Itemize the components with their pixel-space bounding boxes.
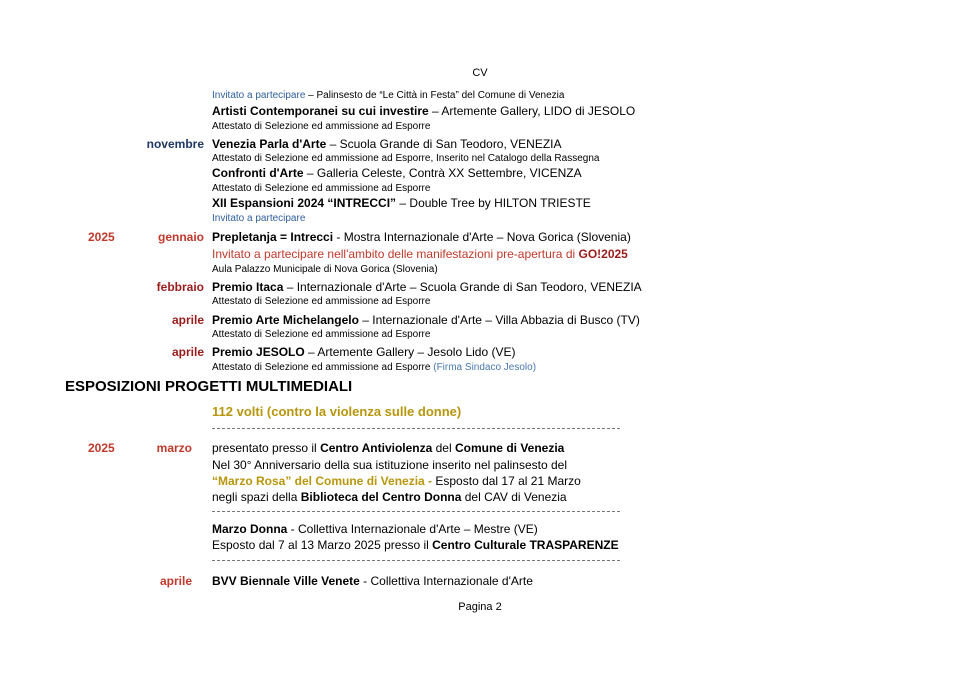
month-label: aprile bbox=[171, 313, 204, 327]
entry-line bbox=[212, 490, 567, 504]
entry-note: Attestato di Selezione ed ammissione ad Esporre bbox=[212, 296, 431, 307]
entry-text: – Double Tree by HILTON TRIESTE bbox=[396, 196, 591, 210]
year-label: 2025 bbox=[88, 230, 115, 244]
page-header: CV bbox=[472, 67, 488, 79]
entry-text: - Collettiva Internazionale d'Arte – Mestre (VE) bbox=[287, 522, 538, 536]
month-label: marzo bbox=[156, 441, 192, 455]
entry-title: Premio JESOLO bbox=[212, 345, 305, 359]
entry-note bbox=[212, 362, 536, 374]
entry-line bbox=[212, 280, 642, 294]
entry-text: Invitato a partecipare nell'ambito delle manifestazioni pre-apertura di bbox=[212, 247, 579, 261]
entry-line bbox=[212, 104, 635, 118]
entry-text: Esposto dal 7 al 13 Marzo 2025 presso il bbox=[212, 538, 433, 552]
entry-note: Attestato di Selezione ed ammissione ad Esporre, Inserito nel Catalogo della Rassegna bbox=[212, 153, 600, 164]
entry-line bbox=[212, 313, 640, 327]
entry-title: Premio Arte Michelangelo bbox=[212, 313, 359, 327]
entry-note: Attestato di Selezione ed ammissione ad Esporre bbox=[212, 183, 431, 194]
entry-line bbox=[212, 522, 538, 536]
entry-title: Artisti Contemporanei su cui investire bbox=[212, 104, 429, 118]
entry-line bbox=[212, 345, 515, 359]
entry-line bbox=[212, 474, 581, 488]
entry-text: – Galleria Celeste, Contrà XX Settembre, VICENZA bbox=[303, 166, 582, 180]
entry-line bbox=[212, 166, 582, 180]
entry-title: Prepletanja = Intrecci bbox=[212, 230, 334, 244]
entry-text: del CAV di Venezia bbox=[461, 490, 567, 504]
month-label: novembre bbox=[146, 137, 204, 151]
entry-text: del bbox=[432, 441, 455, 455]
entry-text: – Artemente Gallery – Jesolo Lido (VE) bbox=[304, 345, 516, 359]
entry-note: Attestato di Selezione ed ammissione ad Esporre bbox=[212, 121, 431, 132]
entry-line bbox=[212, 196, 591, 210]
entry-title: “Marzo Rosa” del Comune di Venezia - bbox=[212, 474, 433, 488]
month-label: aprile bbox=[159, 574, 192, 588]
entry-line bbox=[212, 137, 562, 151]
entry-text: – Artemente Gallery, LIDO di JESOLO bbox=[428, 104, 636, 118]
entry-line: Nel 30° Anniversario della sua istituzione inserito nel palinsesto del bbox=[212, 458, 568, 472]
month-label: gennaio bbox=[157, 230, 204, 244]
entry-title: BVV Biennale Ville Venete bbox=[212, 574, 360, 588]
entry-note: Aula Palazzo Municipale di Nova Gorica (Slovenia) bbox=[212, 264, 438, 275]
month-label: aprile bbox=[171, 345, 204, 359]
entry-title: Premio Itaca bbox=[212, 280, 284, 294]
month-label: febbraio bbox=[156, 280, 204, 294]
entry-text: - Collettiva Internazionale d'Arte bbox=[359, 574, 533, 588]
entry-title: GO!2025 bbox=[578, 247, 628, 261]
invite-label: Invitato a partecipare bbox=[212, 213, 306, 224]
entry-text: – Internazionale d'Arte – Villa Abbazia di Busco (TV) bbox=[358, 313, 640, 327]
entry-line bbox=[212, 247, 628, 261]
entry-title: Confronti d'Arte bbox=[212, 166, 304, 180]
entry-title: Centro Culturale TRASPARENZE bbox=[432, 538, 619, 552]
entry-text: presentato presso il bbox=[212, 441, 321, 455]
invite-label: Invitato a partecipare bbox=[212, 90, 306, 101]
entry-line bbox=[212, 90, 564, 102]
entry-line bbox=[212, 538, 619, 552]
entry-title: Biblioteca del Centro Donna bbox=[300, 490, 462, 504]
entry-note: Attestato di Selezione ed ammissione ad Esporre bbox=[212, 329, 431, 340]
entry-line bbox=[212, 574, 533, 588]
page-number: Pagina 2 bbox=[458, 601, 502, 613]
divider bbox=[212, 428, 620, 429]
entry-text: negli spazi della bbox=[212, 490, 301, 504]
entry-line bbox=[212, 230, 631, 244]
entry-text: - Mostra Internazionale d'Arte – Nova Gorica (Slovenia) bbox=[333, 230, 631, 244]
entry-text: (Firma Sindaco Jesolo) bbox=[433, 362, 537, 373]
entry-title: XII Espansioni 2024 “INTRECCI” bbox=[212, 196, 397, 210]
entry-text: – Internazionale d'Arte – Scuola Grande di San Teodoro, VENEZIA bbox=[283, 280, 642, 294]
entry-title: Marzo Donna bbox=[212, 522, 288, 536]
entry-line bbox=[212, 441, 564, 455]
entry-title: Comune di Venezia bbox=[454, 441, 565, 455]
section-heading: ESPOSIZIONI PROGETTI MULTIMEDIALI bbox=[65, 378, 353, 395]
divider bbox=[212, 511, 620, 512]
year-label: 2025 bbox=[88, 441, 115, 455]
divider bbox=[212, 560, 620, 561]
entry-text: – Scuola Grande di San Teodoro, VENEZIA bbox=[326, 137, 562, 151]
entry-text: Attestato di Selezione ed ammissione ad Esporre bbox=[212, 362, 434, 373]
entry-text: Esposto dal 17 al 21 Marzo bbox=[432, 474, 581, 488]
entry-title: Centro Antiviolenza bbox=[320, 441, 433, 455]
entry-title: Venezia Parla d'Arte bbox=[212, 137, 327, 151]
project-title: 112 volti (contro la violenza sulle donne) bbox=[212, 404, 462, 419]
entry-text: – Palinsesto de “Le Città in Festa” del Comune di Venezia bbox=[305, 90, 565, 101]
